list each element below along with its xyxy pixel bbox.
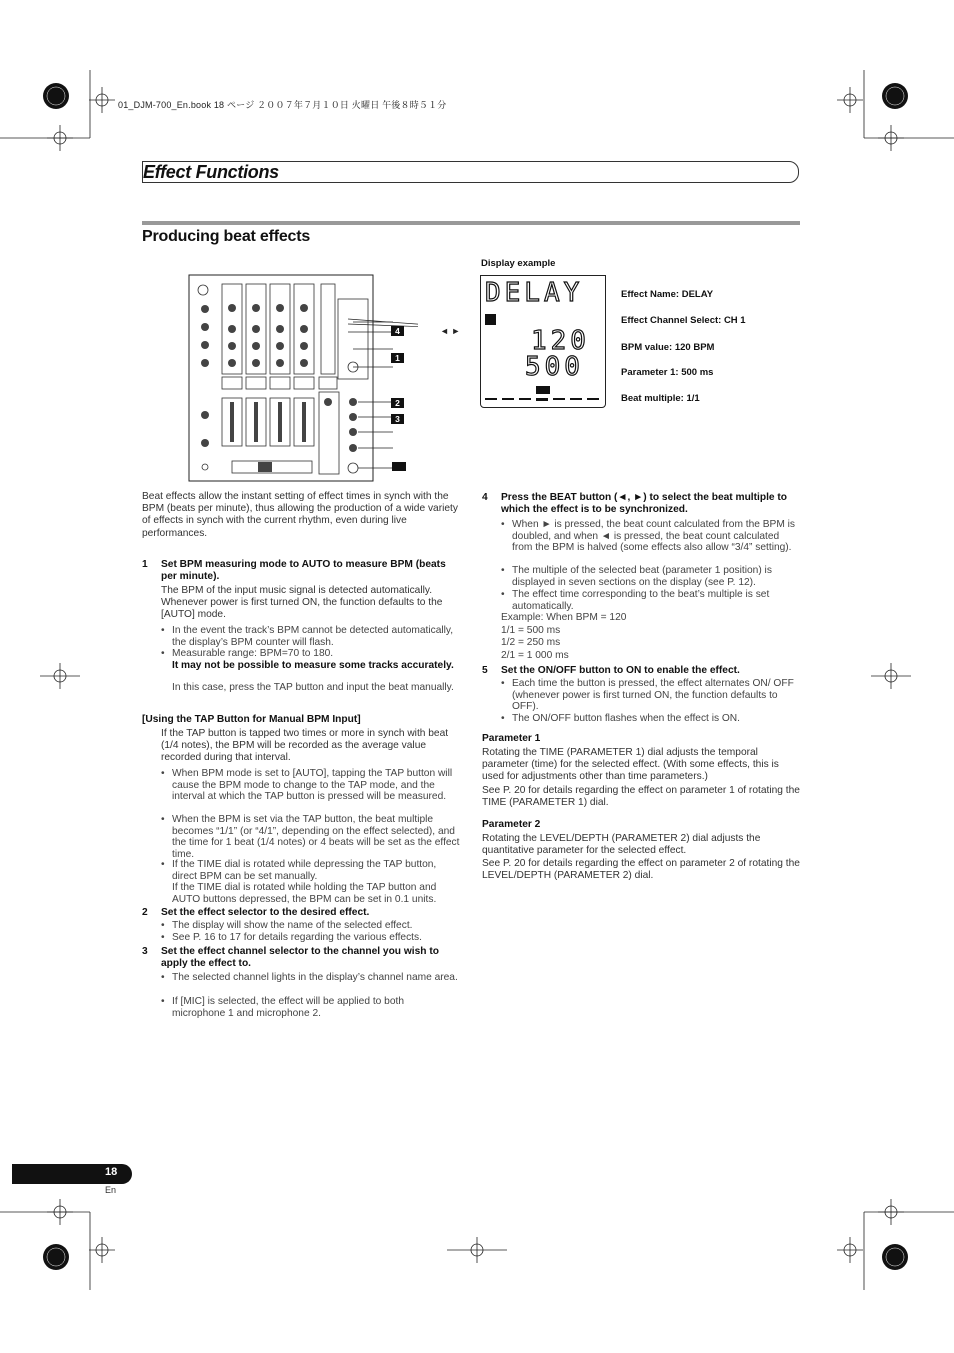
display-caption: Display example — [481, 258, 556, 269]
section-title: Producing beat effects — [142, 228, 311, 245]
parameter-1-heading: Parameter 1 — [482, 733, 541, 744]
bullet-text: If [MIC] is selected, the effect will be applied to both microphone 1 and microphone 2. — [172, 996, 404, 1019]
step-3 — [142, 946, 460, 972]
tap-heading: [Using the TAP Button for Manual BPM Input] — [142, 714, 361, 725]
step-2-title: Set the effect selector to the desired effect. — [161, 907, 370, 918]
bullet-text: In the event the track’s BPM cannot be detected automatically, the display’s BPM counter will flash. — [172, 625, 454, 648]
step-4-bullet-3: • The effect time corresponding to the beat’s multiple is set automatically. — [501, 589, 801, 613]
parameter-1-body: Rotating the TIME (PARAMETER 1) dial adjusts the temporal parameter (time) for the selected effect. (With some effects, this is used for adjustments other than time parameters.) — [482, 747, 779, 783]
parameter-2-heading: Parameter 2 — [482, 819, 541, 830]
mixer-illustration — [188, 274, 418, 484]
display-label-param1: Parameter 1: 500 ms — [621, 367, 714, 378]
bullet-text: When BPM mode is set to [AUTO], tapping the TAP button will cause the BPM mode to change to the TAP mode, and the interval at which the TAP button is pressed will be measured. — [172, 768, 453, 802]
step-1-body: The BPM of the input music signal is detected automatically. Whenever power is first turned ON, the function defaults to the [AUTO] mode. — [161, 585, 443, 621]
bullet-text: The effect time corresponding to the beat’s multiple is set automatically. — [512, 589, 770, 612]
tap-bullet-3: • If the TIME dial is rotated while depressing the TAP button, direct BPM can be set manually. — [161, 859, 461, 883]
step-4-number: 4 — [482, 492, 488, 503]
step-1-number: 1 — [142, 559, 148, 570]
step-3-bullet-2: • If [MIC] is selected, the effect will be applied to both microphone 1 and microphone 2. — [161, 996, 461, 1020]
beat-marker — [536, 386, 550, 394]
callout-4: 4 — [391, 326, 404, 336]
step-2-number: 2 — [142, 907, 148, 918]
callout-3: 3 — [391, 414, 404, 424]
callout-2: 2 — [391, 398, 404, 408]
example-line: 2/1 = 1 000 ms — [501, 649, 569, 661]
step-1 — [142, 559, 460, 585]
step-1-title: Set BPM measuring mode to AUTO to measure BPM (beats per minute). — [161, 559, 446, 583]
bullet-text: The ON/OFF button flashes when the effect is ON. — [512, 713, 740, 724]
display-bpm-value: 120 — [531, 326, 590, 356]
step-5-bullet-1: • Each time the button is pressed, the effect alternates ON/ OFF (whenever power is first turned ON, the function defaults to OFF). — [501, 678, 801, 714]
page-language: En — [105, 1185, 117, 1195]
step-4-example — [501, 612, 626, 662]
display-label-effect-name: Effect Name: DELAY — [621, 289, 714, 300]
step-2-bullet-2: • See P. 16 to 17 for details regarding the various effects. — [161, 932, 461, 944]
print-header: 01_DJM-700_En.book 18 ページ ２００７年７月１０日 火曜日 午後８時５１分 — [118, 100, 447, 110]
step-4-bullet-2: • The multiple of the selected beat (parameter 1 position) is displayed in seven sections on the display (see P. 12). — [501, 565, 801, 589]
step-4 — [482, 492, 800, 518]
display-label-beat-multiple: Beat multiple: 1/1 — [621, 393, 700, 404]
bullet-text: The multiple of the selected beat (parameter 1 position) is displayed in seven sections on the display (see P. 12). — [512, 565, 772, 588]
chapter-title: Effect Functions — [143, 162, 279, 182]
step-1-warning: It may not be possible to measure some tracks accurately. — [172, 660, 454, 671]
bullet-text: If the TIME dial is rotated while depressing the TAP button, direct BPM can be set manually. — [172, 859, 437, 882]
display-ms-value: 500 — [525, 352, 584, 382]
beat-scale — [485, 398, 601, 402]
step-5-title: Set the ON/OFF button to ON to enable the effect. — [501, 665, 740, 676]
display-label-channel: Effect Channel Select: CH 1 — [621, 315, 746, 326]
step-1-tap-hint: In this case, press the TAP button and input the beat manually. — [172, 682, 454, 693]
tap-bullet-2: • When the BPM is set via the TAP button, the beat multiple becomes “1/1” (or “4/1”, depending on the effect selected), and the time for 1 beat (1/4 notes) or 4 beats will be set as the effect time. — [161, 814, 460, 860]
callout-1: 1 — [391, 353, 404, 363]
display-label-bpm: BPM value: 120 BPM — [621, 342, 715, 353]
step-4-title: Press the BEAT button (◄, ►) to select the beat multiple to which the effect is to be synchronized. — [501, 492, 788, 516]
step-1-bullet-2: • Measurable range: BPM=70 to 180. — [161, 648, 461, 660]
parameter-2-reference: See P. 20 for details regarding the effect on parameter 2 of rotating the LEVEL/DEPTH (PARAMETER 2) dial. — [482, 858, 800, 882]
display-panel — [480, 275, 606, 408]
display-effect-name: DELAY — [485, 278, 584, 308]
bullet-text: Each time the button is pressed, the effect alternates ON/ OFF (whenever power is first turned ON, the function defaults to OFF). — [512, 678, 794, 712]
step-3-number: 3 — [142, 946, 148, 957]
example-line: 1/1 = 500 ms — [501, 624, 561, 636]
page-number: 18 — [105, 1166, 118, 1178]
step-2 — [142, 907, 460, 920]
bullet-text: The display will show the name of the selected effect. — [172, 920, 413, 931]
bullet-text: Measurable range: BPM=70 to 180. — [172, 648, 334, 659]
step-4-bullet-1: • When ► is pressed, the beat count calculated from the BPM is doubled, and when ◄ is pressed, the beat count calculated from the BPM is halved (some effects also allow “3/4” setting). — [501, 519, 801, 565]
step-5-bullet-2: • The ON/OFF button flashes when the effect is ON. — [501, 713, 801, 725]
intro-paragraph: Beat effects allow the instant setting of effect times in synch with the BPM (beats per minute), thus allowing the production of a wide variety of effects in synch with the current rhythm, even during live performances. — [142, 491, 458, 539]
example-line: Example: When BPM = 120 — [501, 612, 627, 623]
section-rule — [142, 221, 800, 225]
tap-bullet-3-tail: If the TIME dial is rotated while holding the TAP button and AUTO buttons depressed, the BPM can be set in 0.1 units. — [172, 882, 437, 905]
tap-body: If the TAP button is tapped two times or more in synch with beat (1/4 notes), the BPM will be recorded as the average value recorded during that interval. — [161, 728, 449, 764]
chapter-title-bar — [142, 161, 799, 183]
bullet-text: When the BPM is set via the TAP button, the beat multiple becomes “1/1” (or “4/1”, depending on the effect selected), and the time for 1 beat (1/4 notes) or 4 beats will be set as the effect time. — [172, 814, 460, 860]
parameter-1-reference: See P. 20 for details regarding the effect on parameter 1 of rotating the TIME (PARAMETER 1) dial. — [482, 785, 800, 809]
bullet-text: When ► is pressed, the beat count calculated from the BPM is doubled, and when ◄ is pressed, the beat count calculated from the BPM is halved (some effects also allow “3/4” setting). — [512, 519, 796, 553]
step-3-bullet-1: • The selected channel lights in the display’s channel name area. — [161, 972, 461, 996]
bullet-text: See P. 16 to 17 for details regarding the various effects. — [172, 932, 422, 943]
step-1-bullet-1: • In the event the track’s BPM cannot be detected automatically, the display’s BPM counter will flash. — [161, 625, 461, 649]
channel-indicator — [485, 314, 496, 325]
parameter-2-body: Rotating the LEVEL/DEPTH (PARAMETER 2) dial adjusts the quantitative parameter for the selected effect. — [482, 833, 761, 857]
step-2-bullet-1: • The display will show the name of the selected effect. — [161, 920, 461, 932]
step-5-number: 5 — [482, 665, 488, 676]
step-5 — [482, 665, 800, 678]
tap-bullet-1: • When BPM mode is set to [AUTO], tapping the TAP button will cause the BPM mode to change to the TAP mode, and the interval at which the TAP button is pressed will be measured. — [161, 768, 461, 814]
step-3-title: Set the effect channel selector to the channel you wish to apply the effect to. — [161, 946, 439, 970]
beat-arrows: ◄ ► — [440, 326, 461, 336]
example-line: 1/2 = 250 ms — [501, 637, 561, 648]
bullet-text: The selected channel lights in the display’s channel name area. — [172, 972, 458, 983]
